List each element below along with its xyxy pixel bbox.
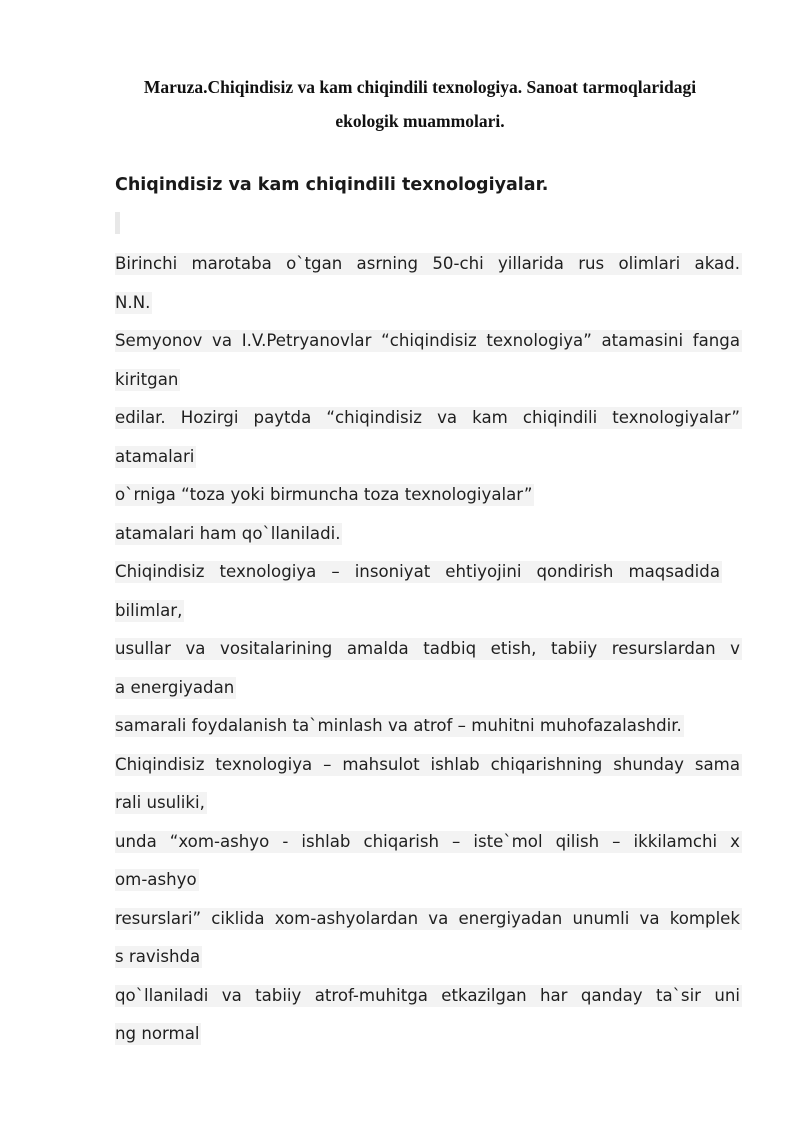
body-line: kiritgan	[115, 370, 179, 389]
body-line: bilimlar,	[115, 601, 183, 620]
document-title-line-2: ekologik muammolari.	[335, 111, 505, 131]
document-title-line-1: Maruza.Chiqindisiz va kam chiqindili texnologiya. Sanoat tarmoqlaridagi	[143, 77, 697, 97]
body-line: atamalari ham qo`llaniladi.	[115, 524, 341, 543]
body-line: edilar. Hozirgi paytda “chiqindisiz va kam chiqindili texnologiyalar”	[115, 408, 740, 427]
body-line: unda “xom-ashyo - ishlab chiqarish – iste`mol qilish – ikkilamchi x	[115, 832, 740, 851]
body-line: usullar va vositalarining amalda tadbiq etish, tabiiy resurslardan v	[115, 639, 740, 658]
body-line: N.N.	[115, 293, 151, 312]
body-line: o`rniga “toza yoki birmuncha toza texnologiyalar”	[115, 485, 533, 504]
body-line: Chiqindisiz texnologiya – mahsulot ishlab chiqarishning shunday sama	[115, 755, 740, 774]
body-line: qo`llaniladi va tabiiy atrof-muhitga etkazilgan har qanday ta`sir uni	[115, 986, 740, 1005]
body-line: s ravishda	[115, 947, 201, 966]
body-line: Semyonov va I.V.Petryanovlar “chiqindisiz texnologiya” atamasini fanga	[115, 331, 740, 350]
body-line: atamalari	[115, 447, 195, 466]
body-line: samarali foydalanish ta`minlash va atrof – muhitni muhofazalashdir.	[115, 716, 682, 735]
section-heading: Chiqindisiz va kam chiqindili texnologiyalar.	[115, 175, 549, 195]
body-line: a energiyadan	[115, 678, 235, 697]
body-line: rali usuliki,	[115, 793, 205, 812]
text-cursor-marker	[115, 212, 120, 234]
body-line: Birinchi marotaba o`tgan asrning 50-chi yillarida rus olimlari akad.	[115, 254, 740, 273]
body-line: resurslari” ciklida xom-ashyolardan va energiyadan unumli va komplek	[115, 909, 740, 928]
body-line: Chiqindisiz texnologiya – insoniyat ehtiyojini qondirish maqsadida	[115, 562, 720, 581]
body-line: om-ashyo	[115, 870, 197, 889]
body-line: ng normal	[115, 1024, 200, 1043]
